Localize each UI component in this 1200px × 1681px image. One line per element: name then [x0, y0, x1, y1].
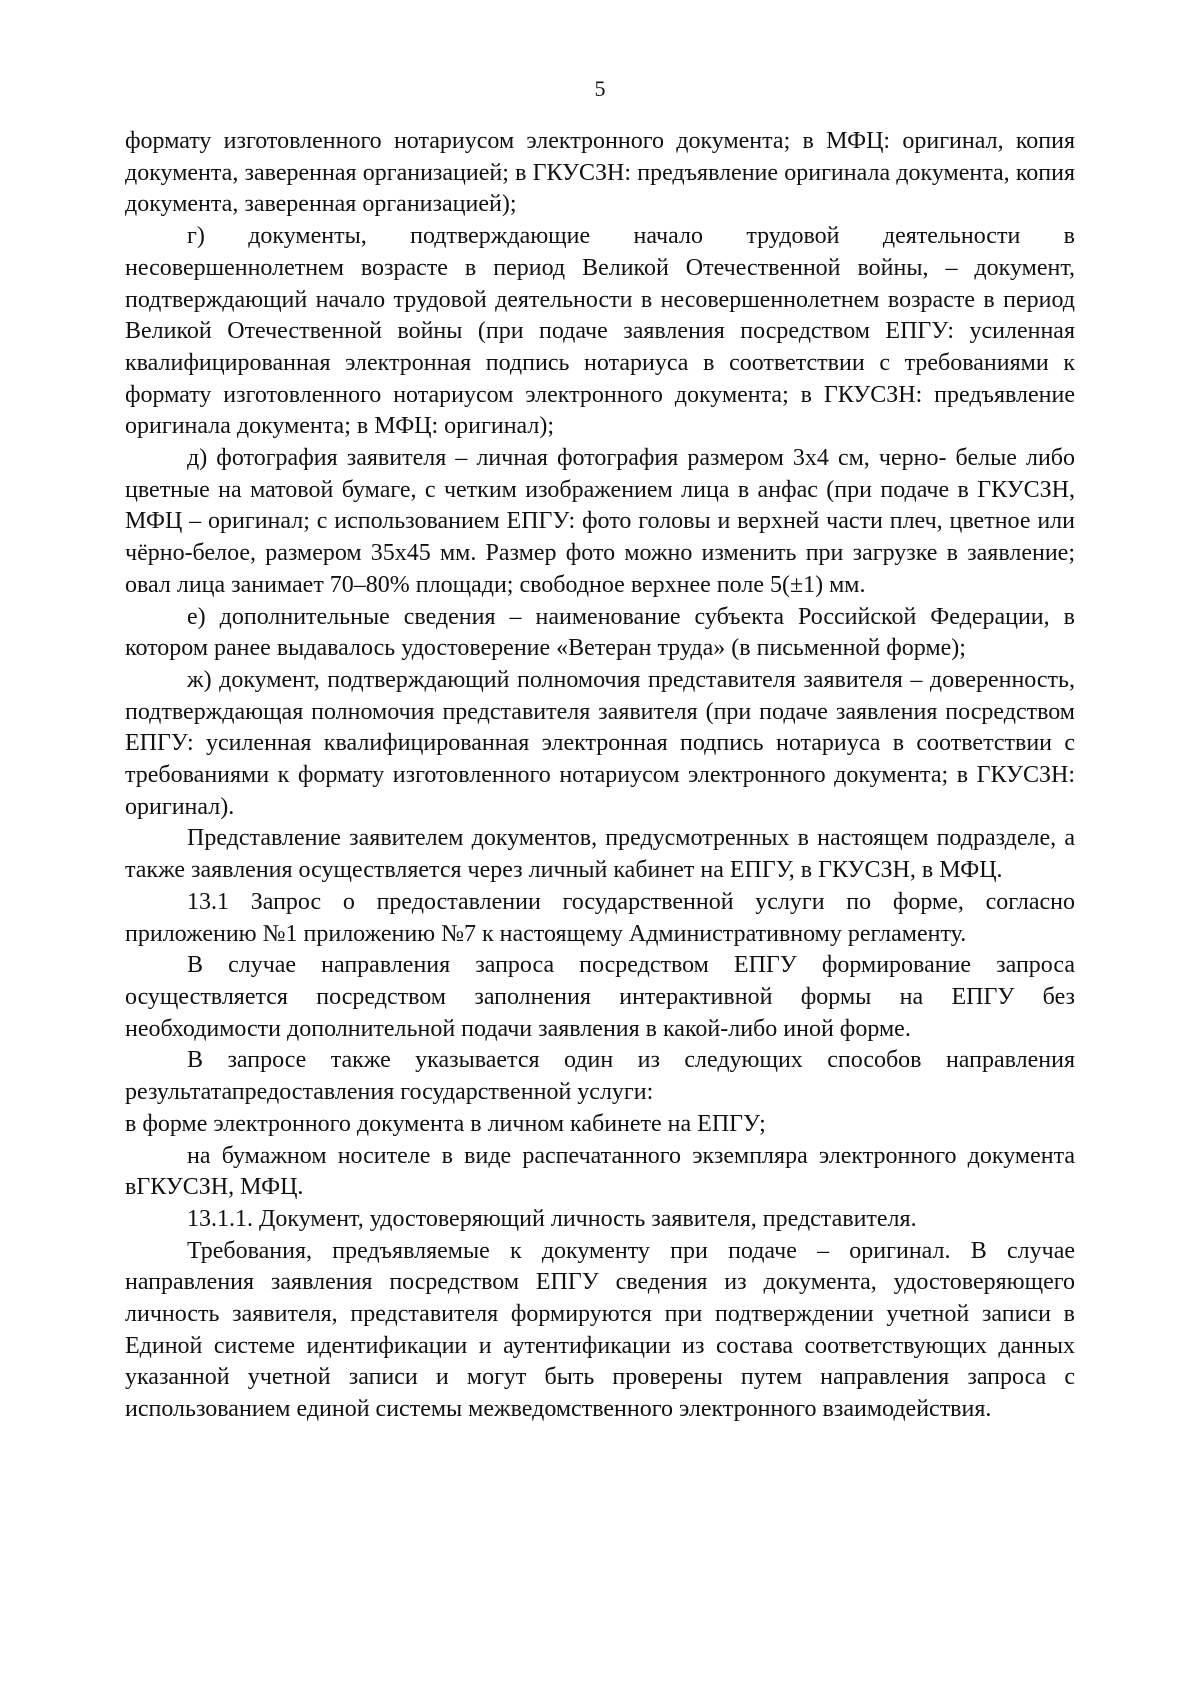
paragraph-continuation: формату изготовленного нотариусом электронного документа; в МФЦ: оригинал, копия документа, заверенная организацией; в ГКУСЗН: предъявление оригинала документа, копия документа, заверенная организацией);: [125, 128, 1075, 218]
paragraph-13-1: 13.1 Запрос о предоставлении государственной услуги по форме, согласно приложению №1 приложению №7 к настоящему Административному регламенту.: [125, 888, 1075, 947]
paragraph-result-methods: В запросе также указывается один из следующих способов направления результатапредоставления государственной услуги:: [125, 1047, 1075, 1106]
paragraph-method-electronic: в форме электронного документа в личном кабинете на ЕПГУ;: [125, 1110, 766, 1137]
paragraph-submission: Представление заявителем документов, предусмотренных в настоящем подразделе, а также заявления осуществляется через личный кабинет на ЕПГУ, в ГКУСЗН, в МФЦ.: [125, 825, 1075, 884]
paragraph-item-e: е) дополнительные сведения – наименование субъекта Российской Федерации, в котором ранее выдавалось удостоверение «Ветеран труда» (в письменной форме);: [125, 603, 1075, 662]
paragraph-item-g: г) документы, подтверждающие начало трудовой деятельности в несовершеннолетнем возрасте в период Великой Отечественной войны, – документ, подтверждающий начало трудовой деятельности в несовершеннолетнем возрасте в период Великой Отечественной войны (при подаче заявления посредством ЕПГУ: усиленная квалифицированная электронная подпись нотариуса в соответствии с требованиями к формату изготовленного нотариусом электронного документа; в ГКУСЗН: предъявление оригинала документа; в МФЦ: оригинал);: [125, 223, 1075, 440]
paragraph-item-d: д) фотография заявителя – личная фотография размером 3х4 см, черно- белые либо цветные на матовой бумаге, с четким изображением лица в анфас (при подаче в ГКУСЗН, МФЦ – оригинал; с использованием ЕПГУ: фото головы и верхней части плеч, цветное или чёрно-белое, размером 35х45 мм. Размер фото можно изменить при загрузке в заявление; овал лица занимает 70–80% площади; свободное верхнее поле 5(±1) мм.: [125, 445, 1075, 598]
paragraph-13-1-1: 13.1.1. Документ, удостоверяющий личность заявителя, представителя.: [187, 1205, 917, 1232]
page-number: 5: [594, 76, 606, 101]
paragraph-method-paper: на бумажном носителе в виде распечатанного экземпляра электронного документа вГКУСЗН, МФЦ.: [125, 1142, 1075, 1201]
paragraph-epgu-request: В случае направления запроса посредством ЕПГУ формирование запроса осуществляется посредством заполнения интерактивной формы на ЕПГУ без необходимости дополнительной подачи заявления в какой-либо иной форме.: [125, 952, 1075, 1042]
paragraph-item-zh: ж) документ, подтверждающий полномочия представителя заявителя – доверенность, подтверждающая полномочия представителя заявителя (при подаче заявления посредством ЕПГУ: усиленная квалифицированная электронная подпись нотариуса в соответствии с требованиями к формату изготовленного нотариусом электронного документа; в ГКУСЗН: оригинал).: [125, 666, 1075, 820]
paragraph-requirements: Требования, предъявляемые к документу при подаче – оригинал. В случае направления заявления посредством ЕПГУ сведения из документа, удостоверяющего личность заявителя, представителя формируются при подтверждении учетной записи в Единой системе идентификации и аутентификации из состава соответствующих данных указанной учетной записи и могут быть проверены путем направления запроса с использованием единой системы межведомственного электронного взаимодействия.: [125, 1237, 1075, 1423]
document-body: [125, 126, 1075, 1426]
